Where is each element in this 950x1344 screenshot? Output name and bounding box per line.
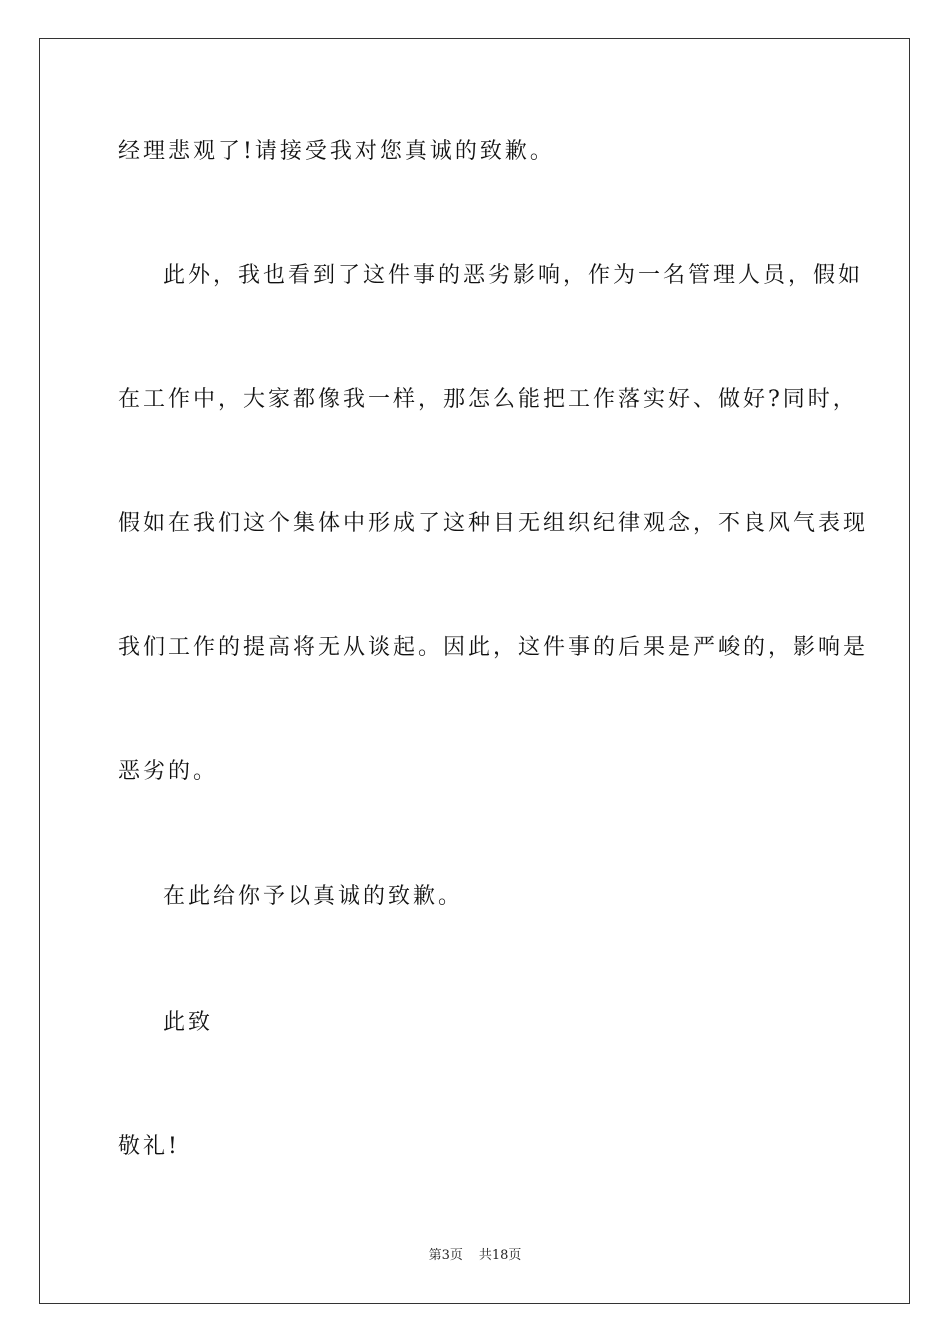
body-line-9: 敬礼!	[118, 1134, 180, 1159]
body-line-6: 恶劣的。	[118, 759, 219, 784]
body-line-7: 在此给你予以真诚的致歉。	[163, 884, 464, 909]
page-footer	[0, 1248, 950, 1264]
body-line-5: 我们工作的提高将无从谈起。因此，这件事的后果是严峻的，影响是	[118, 635, 869, 660]
page-number: 第3页	[428, 1248, 463, 1263]
page-total: 共18页	[478, 1248, 522, 1263]
body-line-2: 此外，我也看到了这件事的恶劣影响，作为一名管理人员，假如	[163, 263, 864, 288]
page-frame	[39, 38, 910, 1304]
body-line-1: 经理悲观了!请接受我对您真诚的致歉。	[118, 139, 555, 164]
body-line-3: 在工作中，大家都像我一样，那怎么能把工作落实好、做好?同时，	[118, 387, 858, 412]
body-line-8: 此致	[163, 1010, 214, 1035]
body-line-4: 假如在我们这个集体中形成了这种目无组织纪律观念，不良风气表现	[118, 511, 869, 536]
